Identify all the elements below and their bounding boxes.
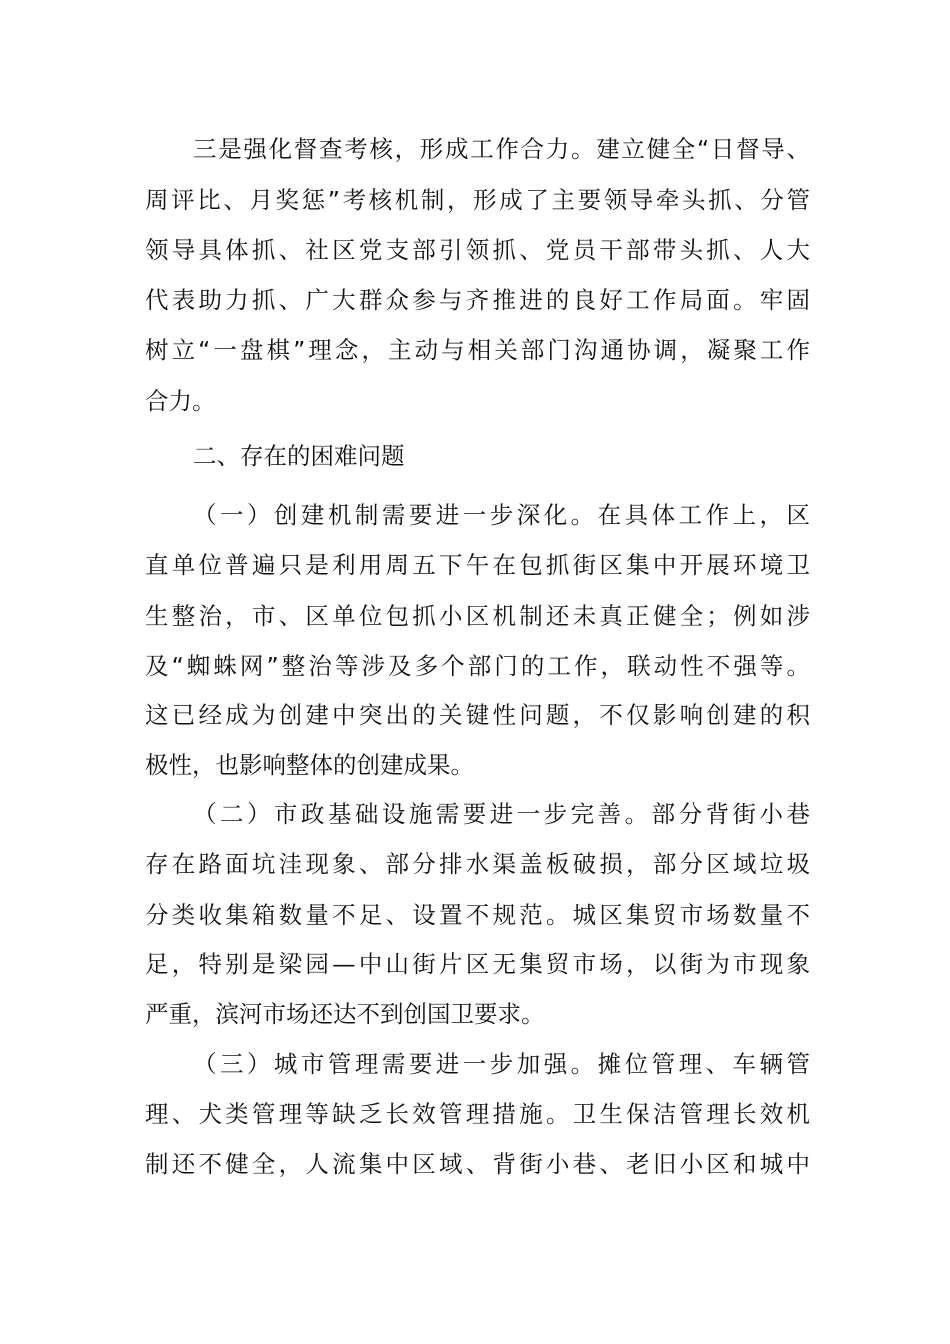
paragraph-line: 三是强化督查考核，形成工作合力。建立健全“日督导、 xyxy=(193,135,810,163)
paragraph-line: 代表助力抓、广大群众参与齐推进的良好工作局面。牢固 xyxy=(145,286,810,314)
paragraph-line: 极性，也影响整体的创建成果。 xyxy=(145,751,474,779)
paragraph-line: 直单位普遍只是利用周五下午在包抓街区集中开展环境卫 xyxy=(145,551,810,579)
paragraph-line: 足，特别是梁园—中山街片区无集贸市场，以街为市现象 xyxy=(145,950,810,978)
paragraph-line: （三）城市管理需要进一步加强。摊位管理、车辆管 xyxy=(193,1050,810,1078)
paragraph-line: 严重，滨河市场还达不到创国卫要求。 xyxy=(145,1000,545,1028)
paragraph-line: 分类收集箱数量不足、设置不规范。城区集贸市场数量不 xyxy=(145,901,810,929)
paragraph-line: （一）创建机制需要进一步深化。在具体工作上，区 xyxy=(193,501,810,529)
paragraph-line: 及“蜘蛛网”整治等涉及多个部门的工作，联动性不强等。 xyxy=(145,652,810,680)
paragraph-line: 周评比、月奖惩”考核机制，形成了主要领导牵头抓、分管 xyxy=(145,186,810,214)
paragraph-line: 理、犬类管理等缺乏长效管理措施。卫生保洁管理长效机 xyxy=(145,1100,810,1128)
paragraph-line: 领导具体抓、社区党支部引领抓、党员干部带头抓、人大 xyxy=(145,236,810,264)
paragraph-line: 树立“一盘棋”理念，主动与相关部门沟通协调，凝聚工作 xyxy=(145,336,810,364)
paragraph-line: 这已经成为创建中突出的关键性问题，不仅影响创建的积 xyxy=(145,701,810,729)
paragraph-line: （二）市政基础设施需要进一步完善。部分背街小巷 xyxy=(193,800,810,828)
paragraph-line: 制还不健全，人流集中区域、背街小巷、老旧小区和城中 xyxy=(145,1150,810,1178)
paragraph-line: 生整治，市、区单位包抓小区机制还未真正健全；例如涉 xyxy=(145,602,810,630)
paragraph-line: 合力。 xyxy=(145,387,216,415)
paragraph-line: 存在路面坑洼现象、部分排水渠盖板破损，部分区域垃圾 xyxy=(145,850,810,878)
section-heading: 二、存在的困难问题 xyxy=(193,442,405,470)
